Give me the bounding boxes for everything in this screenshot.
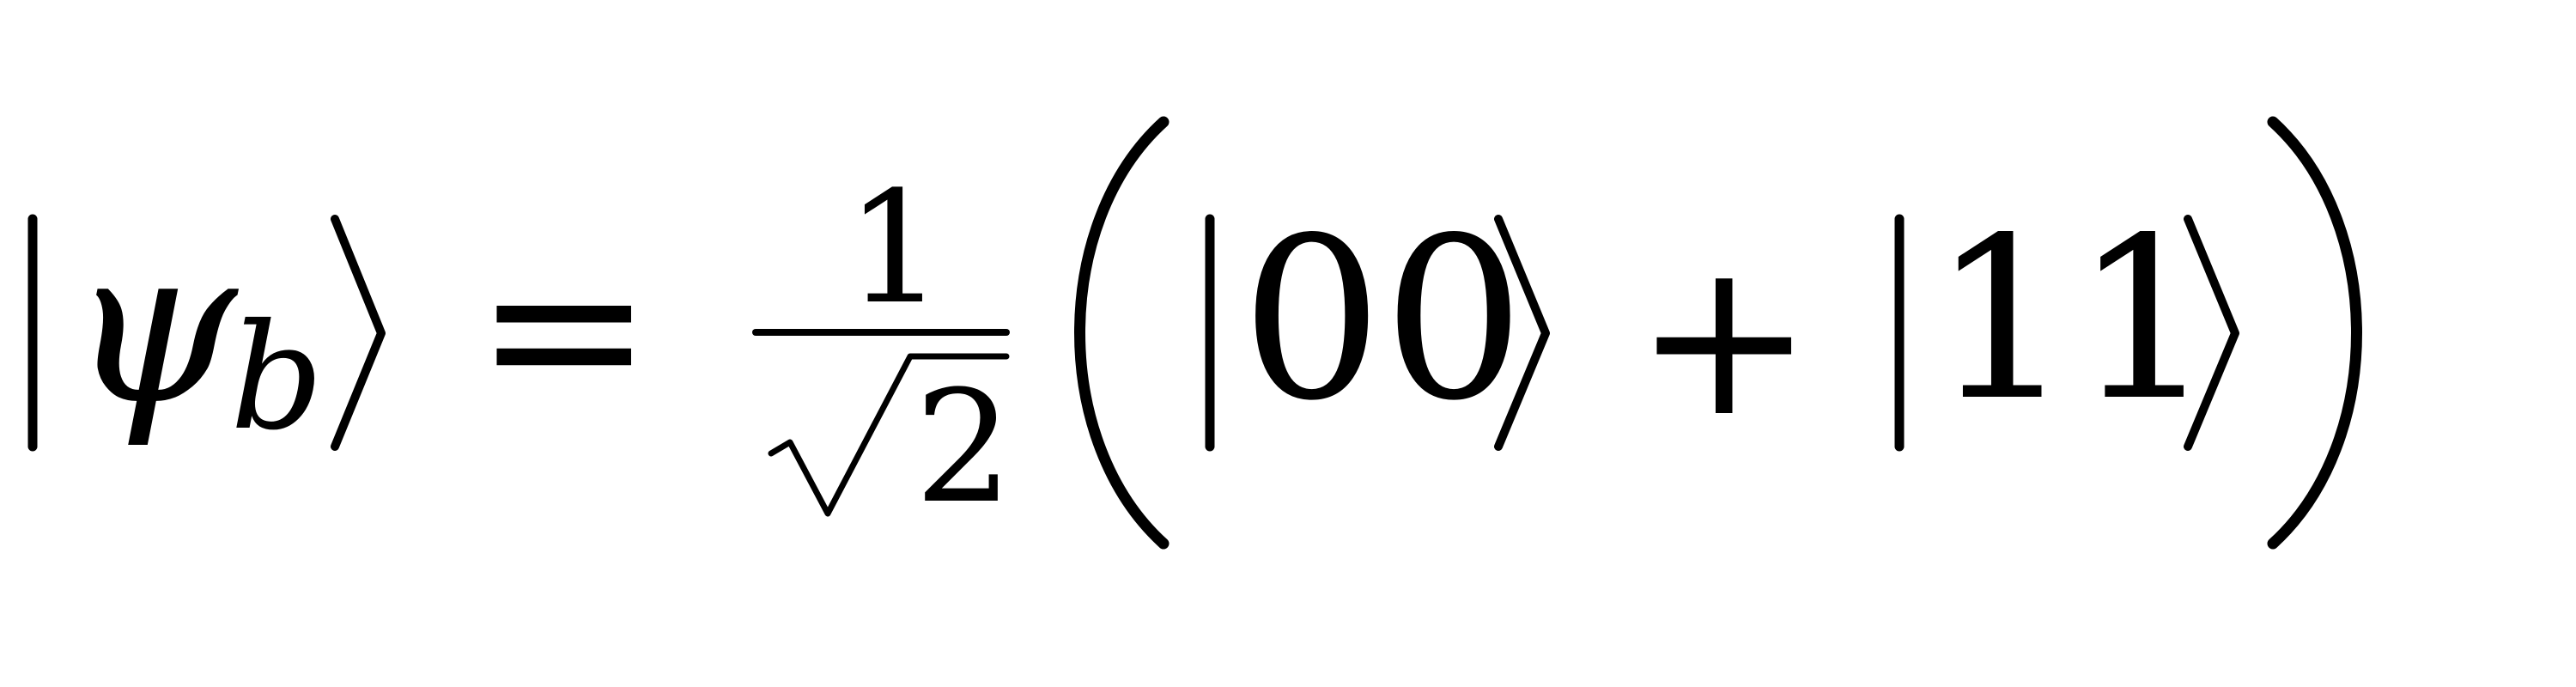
big-left-paren xyxy=(1080,122,1164,544)
ket-00-label: 00 xyxy=(1241,191,1525,450)
fraction-numerator: 1 xyxy=(846,159,945,338)
plus-sign: + xyxy=(1634,214,1814,464)
equals-sign: = xyxy=(474,204,654,453)
ket-psi-right-angle xyxy=(335,219,381,447)
ket-11-label: 11 xyxy=(1931,191,2215,450)
psi-subscript: b xyxy=(230,293,324,463)
sqrt-radicand: 2 xyxy=(914,358,1013,538)
psi-symbol: ψ xyxy=(69,201,238,451)
big-right-paren xyxy=(2273,122,2357,544)
